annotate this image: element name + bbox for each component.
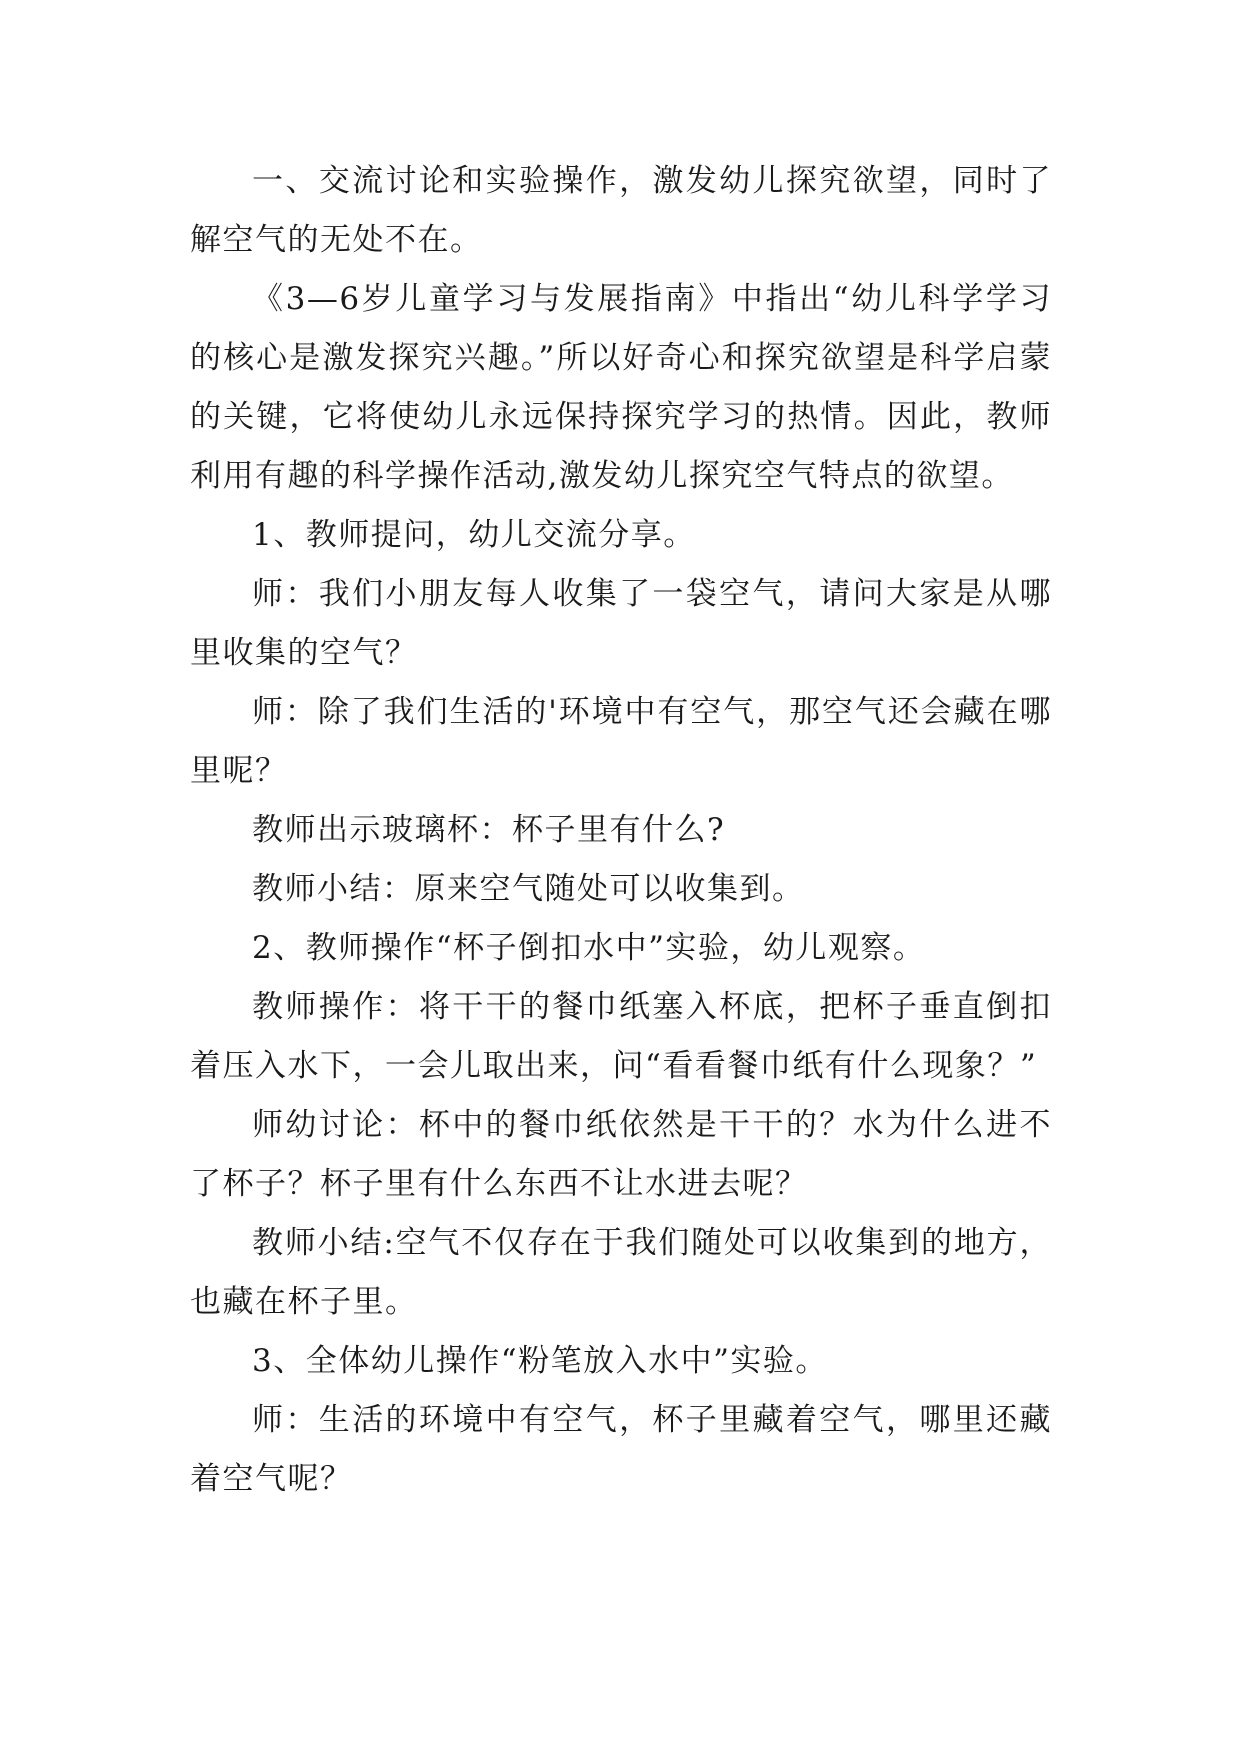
paragraph: 教师出示玻璃杯：杯子里有什么? (252, 812, 726, 848)
paragraph: 师：除了我们生活的'环境中有空气，那空气还会藏在哪里呢？ (190, 694, 1052, 789)
document-body (190, 152, 1052, 1509)
paragraph: 师幼讨论：杯中的餐巾纸依然是干干的？水为什么进不了杯子？杯子里有什么东西不让水进去呢？ (190, 1107, 1052, 1202)
paragraph: 师：我们小朋友每人收集了一袋空气，请问大家是从哪里收集的空气？ (190, 576, 1052, 671)
paragraph: 师：生活的环境中有空气，杯子里藏着空气，哪里还藏着空气呢？ (190, 1402, 1052, 1497)
paragraph: 教师小结：原来空气随处可以收集到。 (252, 871, 805, 907)
subsection-heading: 2、教师操作“杯子倒扣水中”实验，幼儿观察。 (252, 930, 926, 966)
section-heading: 一、交流讨论和实验操作，激发幼儿探究欲望，同时了解空气的无处不在。 (190, 163, 1052, 258)
subsection-heading: 3、全体幼儿操作“粉笔放入水中”实验。 (252, 1343, 828, 1379)
subsection-heading: 1、教师提问，幼儿交流分享。 (252, 517, 696, 553)
paragraph: 教师小结:空气不仅存在于我们随处可以收集到的地方，也藏在杯子里。 (190, 1225, 1052, 1320)
paragraph: 教师操作：将干干的餐巾纸塞入杯底，把杯子垂直倒扣着压入水下，一会儿取出来，问“看看餐巾纸有什么现象？” (190, 989, 1052, 1084)
paragraph: 《3—6岁儿童学习与发展指南》中指出“幼儿科学学习的核心是激发探究兴趣。”所以好奇心和探究欲望是科学启蒙的关键，它将使幼儿永远保持探究学习的热情。因此，教师利用有趣的科学操作活动,激发幼儿探究空气特点的欲望。 (190, 281, 1052, 494)
